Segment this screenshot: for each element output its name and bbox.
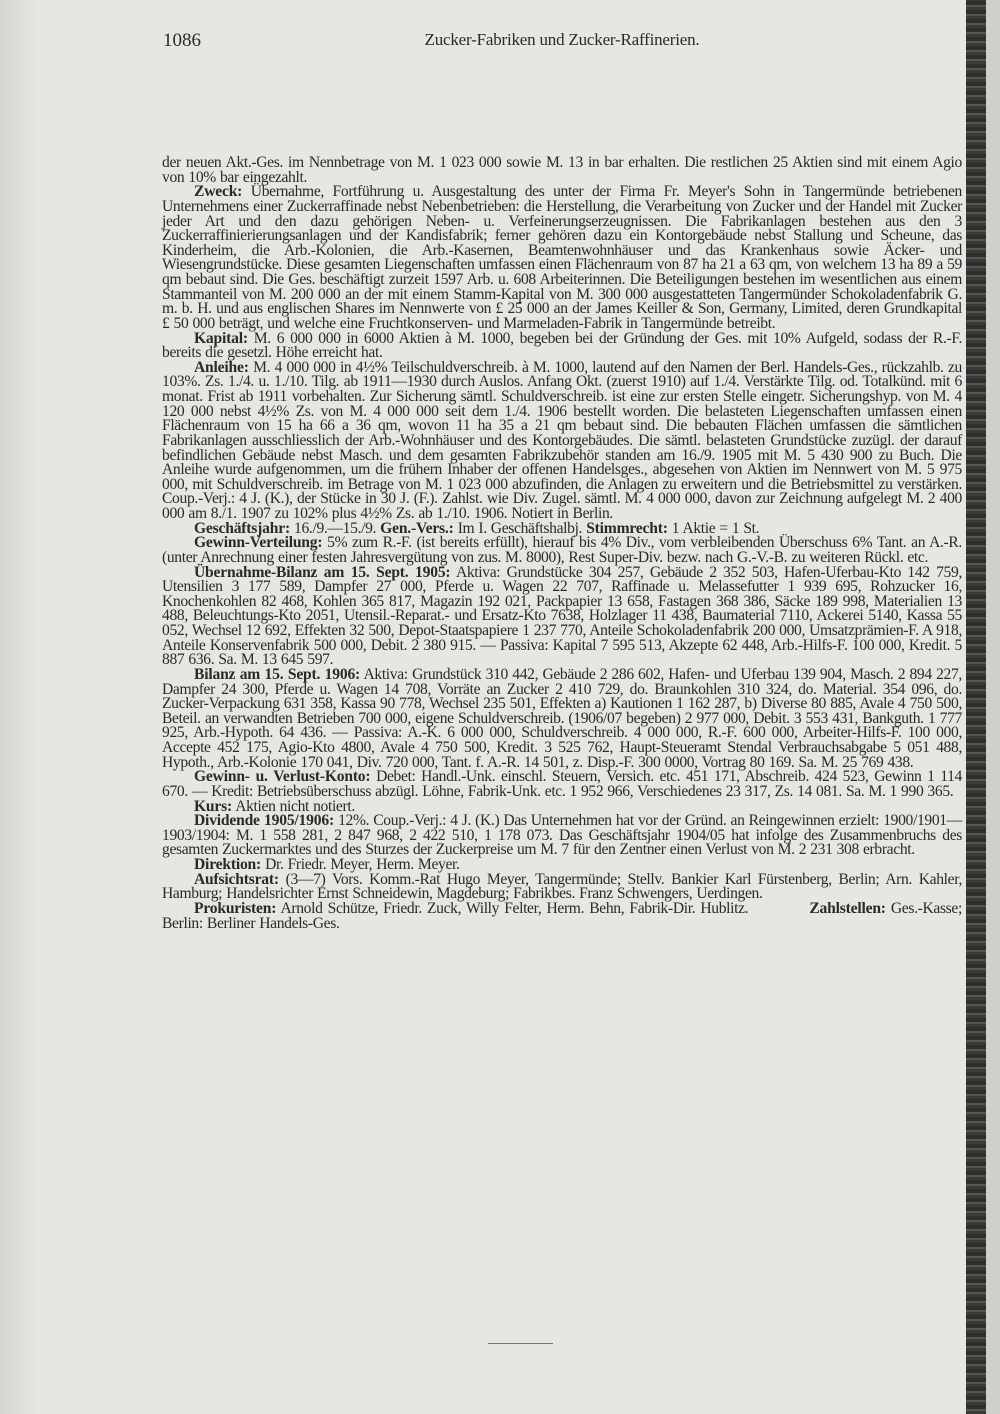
- paragraph-zweck: [162, 185, 962, 331]
- section-heading: Bilanz am 15. Sept. 1906:: [194, 665, 361, 683]
- paragraph-text: (3—7) Vors. Komm.-Rat Hugo Meyer, Tangermünde; Stellv. Bankier Karl Fürstenberg, Berlin; Arn. Kahler, Hamburg; Handelsrichter Ernst Schneidewin, Magdeburg; Fabrikbes. Franz Schwengers, Uerdingen.: [162, 870, 962, 903]
- paragraph-text: 12%. Coup.-Verj.: 4 J. (K.) Das Unternehmen hat vor der Gründ. an Reingewinnen erzielt: 1900/1901—1903/1904: M. 1 558 281, 2 847 968, 2 422 510, 1 178 073. Das Geschäftsjahr 1904/05 hat infolge des Zusammenbruchs des gesamten Zuckermarktes und des Sturzes der Zuckerpreise um M. 7 für den Zentner einen Verlust von M. 2 231 308 erbracht.: [162, 812, 962, 859]
- page-header: [163, 30, 961, 54]
- book-binding-edge: [966, 0, 986, 1414]
- section-heading: Dividende 1905/1906:: [194, 812, 334, 830]
- paragraph-text: Aktiva: Grundstücke 304 257, Gebäude 2 352 503, Hafen-Uferbau-Kto 142 759, Utensilien 3 177 589, Dampfer 27 000, Pferde u. Wagen 22 707, Raffinade u. Melassefutter 1 939 695, Rohzucker 16, Knochenkohlen 82 468, Kohlen 365 817, Magazin 192 021, Packpapier 13 658, Fastagen 368 386, Säcke 189 998, Materialien 13 488, Beleuchtungs-Kto 2051, Utensil.-Reparat.- und Ersatz-Kto 7638, Holzlager 11 438, Baumaterial 7110, Ackerei 5140, Kassa 55 052, Wechsel 12 692, Effekten 32 500, Depot-Staatspapiere 1 237 770, Anteile Schokoladenfabrik 200 000, Umsatzprämien-F. A 918, Anteile Konservenfabrik 500 000, Debit. 2 380 915. — Passiva: Kapital 7 595 513, Akzepte 62 448, Arb.-Hilfs-F. 100 000, Kredit. 5 887 636. Sa. M. 13 645 597.: [162, 563, 963, 669]
- paragraph-text: Ges.-Kasse; Berlin: Berliner Handels-Ges.: [162, 899, 962, 932]
- paragraph-aufsichtsrat: [162, 870, 962, 903]
- paragraph-text: Aktiva: Grundstück 310 442, Gebäude 2 286 602, Hafen- und Uferbau 139 904, Masch. 2 894 227, Dampfer 24 300, Pferde u. Wagen 14 708, Vorräte an Zucker 2 410 729, do. Braunkohlen 310 324, do. Material. 354 096, do. Zucker-Verpackung 631 358, Kassa 90 778, Wechsel 235 501, Effekten a) Kautionen 1 162 287, b) Diverse 80 885, Avale 4 750 500, Beteil. an verwandten Betrieben 700 000, eigene Schuldverschreib. (1906/07 begeben) 2 977 000, Debit. 3 553 431, Bankguth. 1 777 925, Arb.-Hypoth. 64 436. — Passiva: A.-K. 6 000 000, Schuldverschreib. 4 000 000, R.-F. 600 000, Arbeiter-Hilfs-F. 100 000, Accepte 452 175, Agio-Kto 4800, Avale 4 750 500, Kredit. 3 525 762, Haupt-Steueramt Stendal Verbrauchsabgabe 5 051 488, Hypoth., Arb.-Kolonie 170 041, Div. 720 000, Tant. f. A.-R. 14 501, z. Disp.-F. 300 0000, Vortrag 80 169. Sa. M. 25 769 438.: [162, 665, 962, 771]
- paragraph-prokuristen: [162, 899, 962, 932]
- section-heading: Übernahme-Bilanz am 15. Sept. 1905:: [194, 563, 451, 581]
- paragraph-text: der neuen Akt.-Ges. im Nennbetrage von M. 1 023 000 sowie M. 13 in bar erhalten. Die restlichen 25 Aktien sind mit einem Agio von 10% bar eingezahlt.: [162, 154, 962, 186]
- section-heading: Kurs:: [194, 797, 232, 815]
- section-heading: Zweck:: [194, 183, 243, 201]
- paragraph-continuation: [162, 156, 962, 185]
- running-title: Zucker-Fabriken und Zucker-Raffinerien.: [424, 30, 700, 49]
- paragraph-text: 16./9.—15./9.: [294, 519, 377, 537]
- paragraph-text: Im I. Geschäftshalbj.: [457, 519, 583, 537]
- section-heading: Anleihe:: [194, 358, 249, 376]
- section-heading: Aufsichtsrat:: [194, 870, 279, 888]
- section-heading: Prokuristen:: [194, 899, 277, 917]
- paragraph-kapital: [162, 329, 962, 362]
- page-number: 1086: [163, 30, 201, 51]
- paragraph-text: 5% zum R.-F. (ist bereits erfüllt), hierauf bis 4% Div., vom verbleibenden Überschuss 6% Tant. an A.-R. (unter Anrechnung einer festen Jahresvergütung von zus. M. 8000), Rest Super-Div. bezw. nach G.-V.-B. zu weiteren Rückl. etc.: [162, 534, 962, 566]
- section-divider: [488, 1343, 553, 1344]
- paragraph-text: Dr. Friedr. Meyer, Herm. Meyer.: [265, 856, 460, 873]
- paragraph-bilanz-1906: [162, 665, 962, 771]
- paragraph-dividende: [162, 814, 962, 858]
- paragraph-text: M. 4 000 000 in 4½% Teilschuldverschreib. à M. 1000, lautend auf den Namen der Berl. Handels-Ges., rückzahlb. zu 103%. Zs. 1./4. u. 1./10. Tilg. ab 1911—1930 durch Auslos. Anfang Okt. (zuerst 1910) auf 1./4. Verstärkte Tilg. od. Totalkünd. mit 6 monat. Frist ab 1911 vorbehalten. Zur Sicherung sämtl. Schuldverschreib. ist eine zur ersten Stelle eingetr. Sicherungshyp. von M. 4 120 000 nebst 4½% Zs. von M. 4 000 000 seit dem 1./4. 1906 bestellt worden. Die belasteten Liegenschaften umfassen einen Flächenraum von 15 ha 66 a 36 qm, wovon 11 ha 35 a 21 qm bebaut sind. Die bebauten Flächen umfassen die sämtlichen Fabrikanlagen ausschliesslich der Arb.-Wohnhäuser und des Kontorgebäudes. Die sämtl. belasteten Grundstücke zuzügl. der darauf befindlichen Gebäude nebst Masch. und dem gesamten Fabrikzubehör standen am 16./9. 1905 mit M. 5 430 900 zu Buch. Die Anleihe wurde aufgenommen, um die frühern Inhaber der offenen Handelsges., abgesehen von Aktien im Nennwert von M. 5 975 000, mit Schuldverschreib. im Betrage von M. 1 023 000 abzufinden, die Anlagen zu erweitern und die Betriebsmittel zu verstärken. Coup.-Verj.: 4 J. (K.), der Stücke in 30 J. (F.). Zahlst. wie Div. Zugel. sämtl. M. 4 000 000, davon zur Zeichnung aufgelegt M. 2 400 000 am 8./1. 1907 zu 102% plus 4½% Zs. ab 1./10. 1906. Notiert in Berlin.: [162, 358, 962, 522]
- paragraph-gewinn-verteilung: [162, 536, 962, 565]
- paragraph-text: M. 6 000 000 in 6000 Aktien à M. 1000, begeben bei der Gründung der Ges. mit 10% Aufgeld, sodass der R.-F. bereits die gesetzl. Höhe erreicht hat.: [162, 329, 962, 362]
- paragraph-anleihe: [162, 358, 962, 522]
- section-heading: Kapital:: [194, 329, 248, 347]
- section-heading: Zahlstellen:: [809, 899, 886, 917]
- paragraph-text: Aktien nicht notiert.: [235, 797, 355, 815]
- section-heading: Geschäftsjahr:: [194, 519, 290, 537]
- paragraph-text: Übernahme, Fortführung u. Ausgestaltung des unter der Firma Fr. Meyer's Sohn in Tangermünde betriebenen Unternehmens einer Zuckerraffinade nebst Nebenbetrieben: die Herstellung, die Verarbeitung von Zucker und der Handel mit Zucker jeder Art und den dazu gehörigen Neben- u. Verfeinerungserzeugnissen. Die Fabrikanlagen bestehen aus den 3 Zuckerraffinierierungsanlagen und der Kandisfabrik; ferner gehören dazu ein Kontorgebäude nebst Stallung und Scheune, das Kinderheim, die Arb.-Kolonien, die Arb.-Kasernen, Beamtenwohnhäuser und das Krankenhaus sowie Äcker- und Wiesengrundstücke. Diese gesamten Liegenschaften umfassen einen Flächenraum von 87 ha 21 a 63 qm, von welchem 13 ha 89 a 59 qm bebaut sind. Die Ges. beschäftigt zurzeit 1597 Arb. u. 608 Arbeiterinnen. Die Beteiligungen bestehen im wesentlichen aus einem Stammanteil von M. 200 000 an der mit einem Stamm-Kapital von M. 300 000 ausgestatteten Tangermünder Schokoladenfabrik G. m. b. H. und aus englischen Shares im Nennwerte von £ 25 000 an der James Keiller & Son, Germany, Limited, deren Grundkapital £ 50 000 beträgt, und welche eine Fruchtkonserven- und Marmeladen-Fabrik in Tangermünde betreibt.: [162, 183, 962, 332]
- paragraph-gewinn-verlust-konto: [162, 770, 962, 799]
- page-margin-edge: [986, 0, 1000, 1414]
- section-heading: Direktion:: [194, 856, 262, 873]
- paragraph-text: 1 Aktie = 1 St.: [671, 519, 760, 537]
- paragraph-uebernahme-bilanz: [162, 563, 963, 669]
- section-heading: Gen.-Vers.:: [380, 519, 454, 537]
- section-heading: Stimmrecht:: [586, 519, 668, 537]
- page-left-shadow: [0, 0, 40, 1414]
- section-heading: Gewinn-Verteilung:: [194, 534, 323, 552]
- section-heading: Gewinn- u. Verlust-Konto:: [194, 768, 371, 786]
- document-body: [162, 156, 962, 931]
- paragraph-text: Debet: Handl.-Unk. einschl. Steuern, Versich. etc. 451 171, Abschreib. 424 523, Gewinn 1 114 670. — Kredit: Betriebsüberschuss abzügl. Löhne, Fabrik-Unk. etc. 1 952 966, Verschiedenes 23 317, Zs. 14 081. Sa. M. 1 990 365.: [162, 768, 962, 800]
- paragraph-text: Arnold Schütze, Friedr. Zuck, Willy Felter, Herm. Behn, Fabrik-Dir. Hublitz.: [280, 899, 749, 917]
